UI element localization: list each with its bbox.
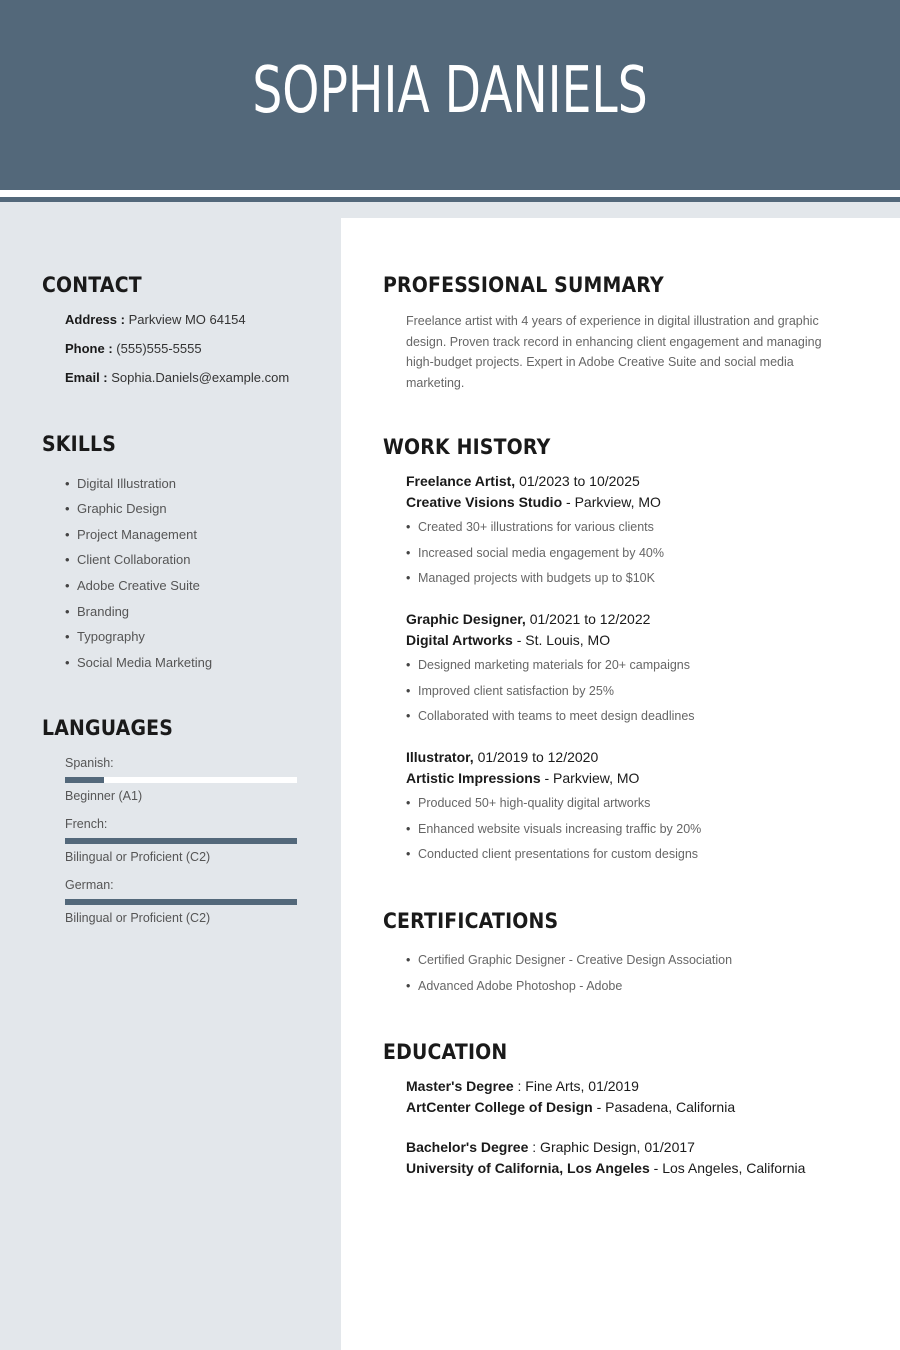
skill-label: Branding: [77, 604, 130, 619]
job-dates: 01/2019 to 12/2020: [477, 749, 599, 765]
bullet-text: Conducted client presentations for custom designs: [418, 847, 699, 861]
skill-label: Social Media Marketing: [77, 655, 213, 670]
job-role-line: [406, 749, 598, 765]
language-name: German:: [65, 878, 114, 892]
job-company: Creative Visions Studio: [406, 494, 563, 510]
job-company-line: [406, 632, 610, 648]
skill-label: Digital Illustration: [77, 476, 176, 491]
education-degree-line: [406, 1139, 695, 1155]
job-role: Illustrator,: [406, 749, 474, 765]
skill-item: [65, 476, 176, 491]
job-location: - St. Louis, MO: [516, 632, 611, 648]
top-band: [341, 202, 900, 218]
job-bullet: [406, 684, 614, 698]
contact-heading: CONTACT: [42, 273, 142, 297]
skill-label: Adobe Creative Suite: [77, 578, 200, 593]
certifications-heading: CERTIFICATIONS: [383, 909, 559, 933]
contact-address: [65, 312, 246, 327]
skill-label: Graphic Design: [77, 501, 167, 516]
degree: Bachelor's Degree: [406, 1139, 529, 1155]
education-heading: EDUCATION: [383, 1040, 508, 1064]
skill-label: Project Management: [77, 527, 197, 542]
bullet-icon: •: [406, 979, 411, 993]
job-bullet: [406, 520, 654, 534]
bullet-icon: •: [65, 604, 70, 619]
school-location: - Los Angeles, California: [653, 1160, 806, 1176]
job-bullet: [406, 546, 664, 560]
school: University of California, Los Angeles: [406, 1160, 650, 1176]
job-company-line: [406, 494, 661, 510]
skill-item: [65, 629, 145, 644]
job-role: Freelance Artist,: [406, 473, 516, 489]
job-company: Digital Artworks: [406, 632, 513, 648]
bullet-text: Improved client satisfaction by 25%: [418, 684, 614, 698]
job-location: - Parkview, MO: [566, 494, 661, 510]
skill-item: [65, 501, 167, 516]
bullet-icon: •: [65, 655, 70, 670]
address-value: Parkview MO 64154: [128, 312, 246, 327]
job-company-line: [406, 770, 639, 786]
skill-item: [65, 527, 197, 542]
bullet-text: Increased social media engagement by 40%: [418, 546, 664, 560]
certification-item: [406, 979, 622, 993]
bullet-icon: •: [65, 578, 70, 593]
language-level: Beginner (A1): [65, 789, 143, 803]
bullet-text: Collaborated with teams to meet design deadlines: [418, 709, 695, 723]
language-proficiency-bar: [65, 777, 297, 783]
bullet-text: Created 30+ illustrations for various clients: [418, 520, 654, 534]
certification-text: Advanced Adobe Photoshop - Adobe: [418, 979, 623, 993]
job-dates: 01/2023 to 10/2025: [519, 473, 640, 489]
school-location: - Pasadena, California: [596, 1099, 736, 1115]
header-banner: [0, 0, 900, 190]
degree-field: : Fine Arts, 01/2019: [517, 1078, 639, 1094]
skill-item: [65, 604, 129, 619]
contact-phone: [65, 341, 202, 356]
bullet-icon: •: [406, 520, 411, 534]
job-bullet: [406, 571, 655, 585]
bullet-icon: •: [406, 684, 411, 698]
skill-item: [65, 655, 212, 670]
language-level: Bilingual or Proficient (C2): [65, 850, 211, 864]
bullet-icon: •: [406, 847, 411, 861]
job-company: Artistic Impressions: [406, 770, 541, 786]
summary-heading: PROFESSIONAL SUMMARY: [383, 273, 664, 297]
language-name: Spanish:: [65, 756, 114, 770]
work-history-heading: WORK HISTORY: [383, 435, 551, 459]
skill-label: Typography: [77, 629, 145, 644]
bullet-icon: •: [406, 658, 411, 672]
degree: Master's Degree: [406, 1078, 514, 1094]
bullet-icon: •: [65, 527, 70, 542]
job-bullet: [406, 847, 698, 861]
school: ArtCenter College of Design: [406, 1099, 593, 1115]
language-name: French:: [65, 817, 108, 831]
job-bullet: [406, 822, 701, 836]
bullet-icon: •: [406, 822, 411, 836]
job-role: Graphic Designer,: [406, 611, 526, 627]
education-school-line: [406, 1099, 735, 1115]
bullet-icon: •: [406, 709, 411, 723]
language-level: Bilingual or Proficient (C2): [65, 911, 211, 925]
bullet-icon: •: [65, 476, 70, 491]
phone-label: Phone :: [65, 341, 113, 356]
summary-text: Freelance artist with 4 years of experience in digital illustration and graphic design. Proven track record in enhancing client engagement and managing high-budget projects. Expert in Adobe Creative Suite and social media marketing.: [406, 314, 822, 390]
phone-value: (555)555-5555: [116, 341, 202, 356]
bullet-icon: •: [406, 546, 411, 560]
degree-field: : Graphic Design, 01/2017: [532, 1139, 695, 1155]
skill-item: [65, 552, 190, 567]
bullet-icon: •: [406, 571, 411, 585]
education-degree-line: [406, 1078, 639, 1094]
candidate-name: SOPHIA DANIELS: [252, 54, 648, 128]
bullet-icon: •: [406, 796, 411, 810]
job-bullet: [406, 796, 650, 810]
job-role-line: [406, 611, 650, 627]
job-location: - Parkview, MO: [544, 770, 640, 786]
job-dates: 01/2021 to 12/2022: [529, 611, 651, 627]
email-label: Email :: [65, 370, 108, 385]
bullet-icon: •: [65, 552, 70, 567]
email-value: Sophia.Daniels@example.com: [111, 370, 290, 385]
skills-heading: SKILLS: [42, 432, 117, 456]
bullet-icon: •: [65, 501, 70, 516]
education-school-line: [406, 1160, 805, 1176]
language-proficiency-bar: [65, 899, 297, 905]
bullet-text: Managed projects with budgets up to $10K: [418, 571, 655, 585]
bullet-text: Designed marketing materials for 20+ campaigns: [418, 658, 691, 672]
certification-text: Certified Graphic Designer - Creative Design Association: [418, 953, 733, 967]
skill-label: Client Collaboration: [77, 552, 191, 567]
job-bullet: [406, 709, 695, 723]
bullet-text: Enhanced website visuals increasing traffic by 20%: [418, 822, 702, 836]
proficiency-fill: [65, 838, 297, 844]
language-proficiency-bar: [65, 838, 297, 844]
bullet-icon: •: [65, 629, 70, 644]
skill-item: [65, 578, 200, 593]
bullet-text: Produced 50+ high-quality digital artworks: [418, 796, 651, 810]
job-role-line: [406, 473, 640, 489]
job-bullet: [406, 658, 690, 672]
proficiency-fill: [65, 777, 104, 783]
contact-email: [65, 370, 289, 385]
certification-item: [406, 953, 732, 967]
bullet-icon: •: [406, 953, 411, 967]
languages-heading: LANGUAGES: [42, 716, 174, 740]
proficiency-fill: [65, 899, 297, 905]
address-label: Address :: [65, 312, 125, 327]
